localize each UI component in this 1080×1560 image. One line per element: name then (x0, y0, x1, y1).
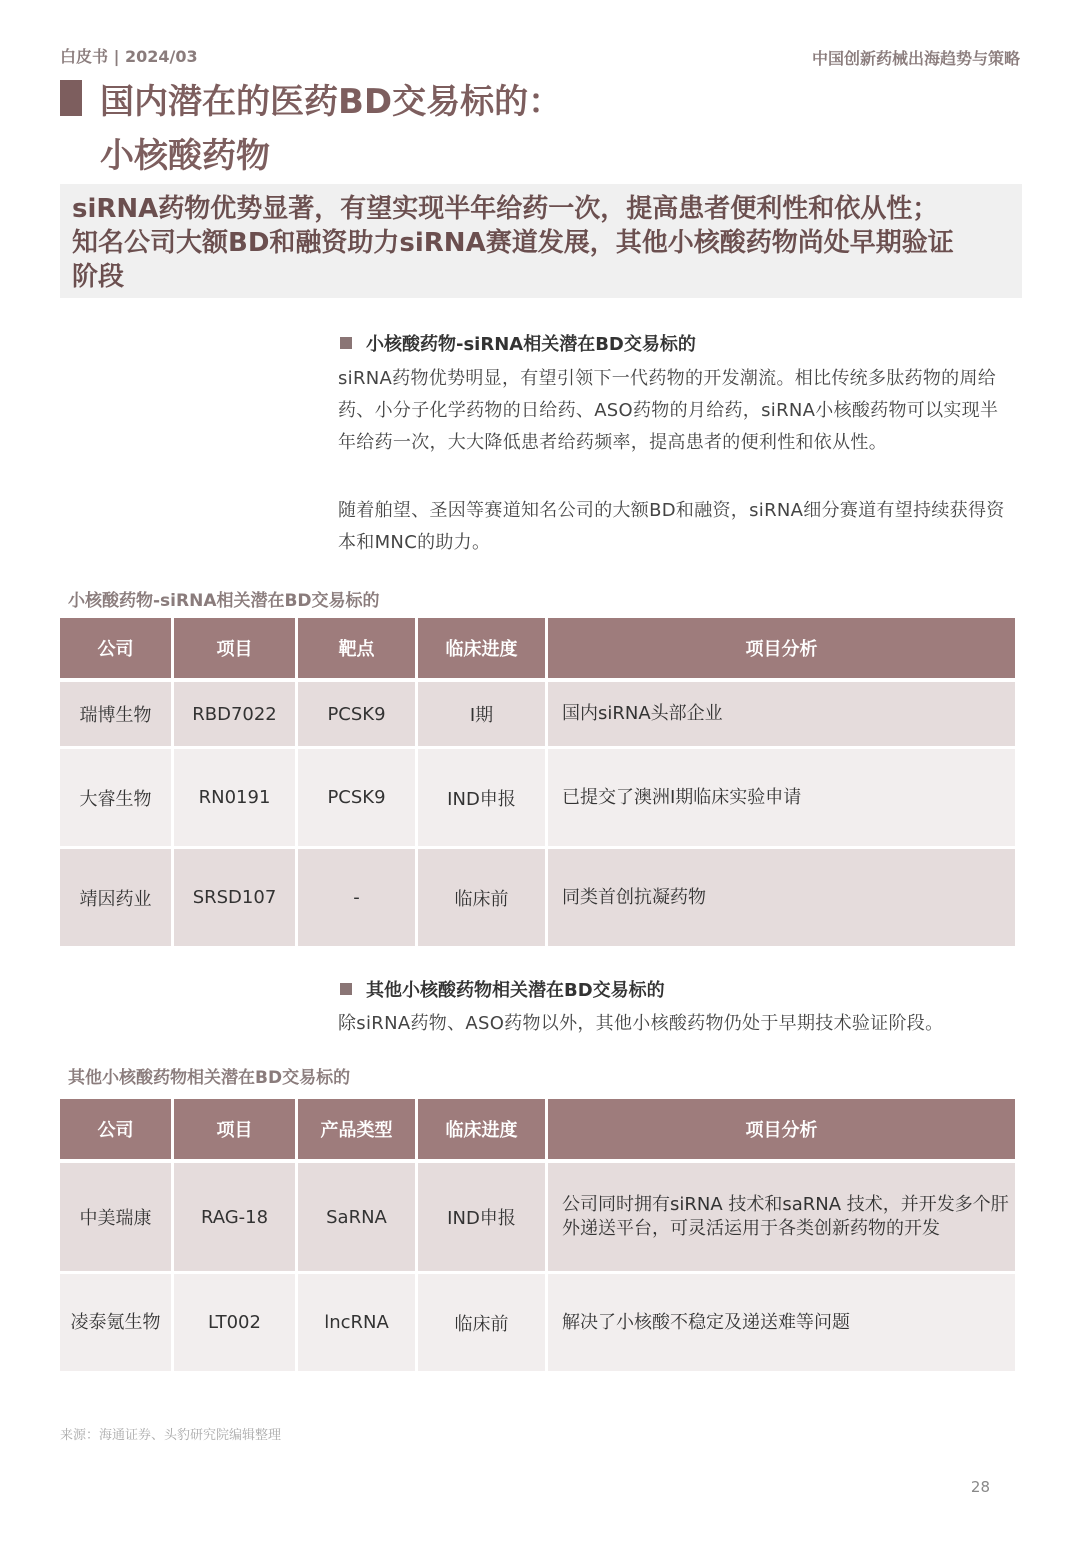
square-bullet-icon (340, 337, 352, 349)
header-right: 中国创新药械出海趋势与策略 (811, 49, 1020, 68)
table1-header-project: 项目 (174, 618, 295, 682)
title-accent-bar (60, 80, 82, 116)
table-cell: RBD7022 (174, 682, 295, 749)
table2-header-analysis: 项目分析 (548, 1099, 1015, 1163)
table1-header-target: 靶点 (298, 618, 415, 682)
header-left: 白皮书 | 2024/03 (60, 47, 198, 66)
summary-line-2: 知名公司大额BD和融资助力siRNA赛道发展，其他小核酸药物尚处早期验证 (72, 228, 954, 258)
table-cell: PCSK9 (298, 749, 415, 849)
table-row (60, 682, 1015, 749)
table-cell: PCSK9 (298, 682, 415, 749)
table1-caption: 小核酸药物-siRNA相关潜在BD交易标的 (68, 591, 380, 611)
table-cell: 靖因药业 (60, 849, 171, 949)
table2-caption: 其他小核酸药物相关潜在BD交易标的 (68, 1068, 351, 1088)
square-bullet-icon (340, 983, 352, 995)
table-cell: 已提交了澳洲I期临床实验申请 (548, 749, 1015, 849)
page-title: 国内潜在的医药BD交易标的： (100, 82, 563, 122)
table1 (57, 618, 1018, 949)
table-cell: 同类首创抗凝药物 (548, 849, 1015, 949)
table2-header-stage: 临床进度 (418, 1099, 545, 1163)
summary-line-1: siRNA药物优势显著，有望实现半年给药一次，提高患者便利性和依从性； (72, 194, 939, 224)
table-cell: LT002 (174, 1274, 295, 1374)
table-row (60, 749, 1015, 849)
source-note: 来源：海通证券、头豹研究院编辑整理 (60, 1428, 282, 1443)
table2-header-company: 公司 (60, 1099, 171, 1163)
section1-heading-text: 小核酸药物-siRNA相关潜在BD交易标的 (366, 334, 696, 355)
table-row (60, 849, 1015, 949)
table-cell: 公司同时拥有siRNA 技术和saRNA 技术，并开发多个肝外递送平台，可灵活运用于各类创新药物的开发 (548, 1163, 1015, 1274)
table-cell: 临床前 (418, 849, 545, 949)
table-cell: SRSD107 (174, 849, 295, 949)
summary-line-3: 阶段 (72, 262, 125, 292)
table-cell: 临床前 (418, 1274, 545, 1374)
section2-heading-text: 其他小核酸药物相关潜在BD交易标的 (366, 980, 665, 1001)
table1-header-stage: 临床进度 (418, 618, 545, 682)
table-cell: IND申报 (418, 1163, 545, 1274)
table-cell: 瑞博生物 (60, 682, 171, 749)
table1-header-analysis: 项目分析 (548, 618, 1015, 682)
table2 (57, 1099, 1018, 1374)
section2-paragraph-1: 除siRNA药物、ASO药物以外，其他小核酸药物仍处于早期技术验证阶段。 (338, 1013, 944, 1034)
table-cell: - (298, 849, 415, 949)
table-cell: I期 (418, 682, 545, 749)
table-cell: 解决了小核酸不稳定及递送难等问题 (548, 1274, 1015, 1374)
table2-header-project: 项目 (174, 1099, 295, 1163)
summary-box (60, 184, 1022, 298)
section1-heading (340, 330, 696, 356)
table-row (60, 1163, 1015, 1274)
section1-paragraph-2: 随着舶望、圣因等赛道知名公司的大额BD和融资，siRNA细分赛道有望持续获得资本和MNC的助力。 (338, 500, 1005, 553)
table-cell: IND申报 (418, 749, 545, 849)
table-cell: SaRNA (298, 1163, 415, 1274)
table-cell: 凌泰氪生物 (60, 1274, 171, 1374)
table-cell: lncRNA (298, 1274, 415, 1374)
table1-header-company: 公司 (60, 618, 171, 682)
section2-heading (340, 976, 665, 1002)
section1-paragraph-1: siRNA药物优势明显，有望引领下一代药物的开发潮流。相比传统多肽药物的周给药、小分子化学药物的日给药、ASO药物的月给药，siRNA小核酸药物可以实现半年给药一次，大大降低患者给药频率，提高患者的便利性和依从性。 (338, 368, 999, 453)
table-cell: 大睿生物 (60, 749, 171, 849)
table-cell: RAG-18 (174, 1163, 295, 1274)
table1-header-row (60, 618, 1015, 682)
table2-header-product-type: 产品类型 (298, 1099, 415, 1163)
table-cell: 国内siRNA头部企业 (548, 682, 1015, 749)
table-cell: 中美瑞康 (60, 1163, 171, 1274)
table-row (60, 1274, 1015, 1374)
table2-header-row (60, 1099, 1015, 1163)
page-subtitle: 小核酸药物 (100, 136, 270, 176)
page-number: 28 (970, 1478, 990, 1496)
table-cell: RN0191 (174, 749, 295, 849)
